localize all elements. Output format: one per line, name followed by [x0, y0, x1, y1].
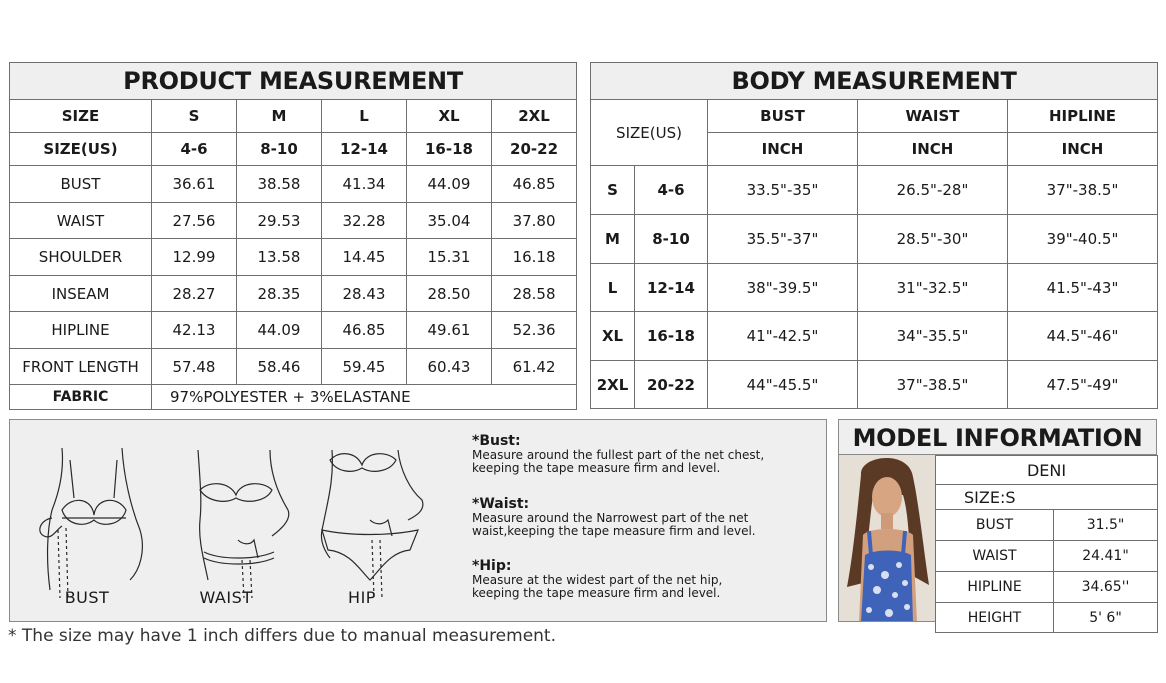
product-measurement-table: [9, 62, 577, 410]
us-size-cell: 12-14: [322, 133, 407, 166]
model-row-label: BUST: [936, 510, 1054, 541]
us-size-cell: 4-6: [152, 133, 237, 166]
instruction-line: keeping the tape measure firm and level.: [472, 461, 721, 475]
hip-instruction: [472, 558, 817, 600]
table-row: [10, 166, 577, 203]
model-info-table: [935, 455, 1158, 633]
table-cell: 29.53: [237, 203, 322, 239]
table-cell: 37.80: [492, 203, 577, 239]
row-label: HIPLINE: [10, 312, 152, 349]
table-row: [10, 349, 577, 385]
hip-caption: HIP: [348, 588, 376, 607]
model-row-label: HEIGHT: [936, 603, 1054, 633]
table-cell: 44.5"-46": [1008, 312, 1158, 361]
table-cell: 38.58: [237, 166, 322, 203]
measurement-note: * The size may have 1 inch differs due to manual measurement.: [8, 626, 557, 646]
table-cell: 47.5"-49": [1008, 361, 1158, 409]
body-us-size: 16-18: [635, 312, 708, 361]
table-cell: 31"-32.5": [858, 264, 1008, 312]
body-size: 2XL: [591, 361, 635, 409]
model-info-title: MODEL INFORMATION: [838, 419, 1157, 455]
body-us-size: 20-22: [635, 361, 708, 409]
table-cell: 26.5"-28": [858, 166, 1008, 215]
table-cell: 28.50: [407, 276, 492, 312]
table-cell: 44.09: [237, 312, 322, 349]
table-cell: 58.46: [237, 349, 322, 385]
row-label: FRONT LENGTH: [10, 349, 152, 385]
body-col-bust: BUST: [708, 100, 858, 133]
table-cell: 41"-42.5": [708, 312, 858, 361]
table-cell: 12.99: [152, 239, 237, 276]
table-cell: 28.27: [152, 276, 237, 312]
table-row: [10, 276, 577, 312]
table-row: [936, 603, 1158, 633]
us-size-cell: 8-10: [237, 133, 322, 166]
waist-instruction-title: *Waist:: [472, 496, 530, 512]
bust-caption: BUST: [64, 588, 110, 607]
table-cell: 32.28: [322, 203, 407, 239]
table-cell: 37"-38.5": [858, 361, 1008, 409]
bust-instruction: [472, 433, 817, 475]
table-cell: 34"-35.5": [858, 312, 1008, 361]
fabric-label: FABRIC: [10, 385, 152, 410]
table-row: [591, 166, 1158, 215]
table-cell: 36.61: [152, 166, 237, 203]
size-header: SIZE: [10, 100, 152, 133]
model-row-label: HIPLINE: [936, 572, 1054, 603]
body-col-waist: WAIST: [858, 100, 1008, 133]
body-size-header: SIZE(US): [591, 100, 708, 166]
table-row: [10, 312, 577, 349]
table-cell: 59.45: [322, 349, 407, 385]
model-row-value: 34.65'': [1054, 572, 1158, 603]
model-row-value: 31.5": [1054, 510, 1158, 541]
waist-figure-icon: [180, 440, 300, 600]
model-row-value: 24.41": [1054, 541, 1158, 572]
waist-caption: WAIST: [199, 588, 253, 607]
fabric-value: 97%POLYESTER + 3%ELASTANE: [152, 385, 577, 410]
body-size: M: [591, 215, 635, 264]
body-size: S: [591, 166, 635, 215]
table-cell: 41.34: [322, 166, 407, 203]
body-table-title: BODY MEASUREMENT: [591, 63, 1158, 100]
unit-label: INCH: [708, 133, 858, 166]
table-row: [591, 215, 1158, 264]
body-us-size: 8-10: [635, 215, 708, 264]
us-size-header: SIZE(US): [10, 133, 152, 166]
model-row-label: WAIST: [936, 541, 1054, 572]
table-cell: 28.5"-30": [858, 215, 1008, 264]
body-us-size: 4-6: [635, 166, 708, 215]
table-cell: 38"-39.5": [708, 264, 858, 312]
table-row: [591, 264, 1158, 312]
product-table-title: PRODUCT MEASUREMENT: [10, 63, 577, 100]
table-cell: 28.35: [237, 276, 322, 312]
table-cell: 39"-40.5": [1008, 215, 1158, 264]
instruction-line: Measure around the fullest part of the net chest,: [472, 448, 765, 462]
us-size-cell: 16-18: [407, 133, 492, 166]
table-cell: 16.18: [492, 239, 577, 276]
table-cell: 44"-45.5": [708, 361, 858, 409]
table-cell: 41.5"-43": [1008, 264, 1158, 312]
table-row: [591, 312, 1158, 361]
measurement-guide-panel: [9, 419, 827, 622]
size-col-xl: XL: [407, 100, 492, 133]
table-cell: 27.56: [152, 203, 237, 239]
row-label: WAIST: [10, 203, 152, 239]
table-row: [936, 510, 1158, 541]
table-cell: 28.58: [492, 276, 577, 312]
table-row: [936, 572, 1158, 603]
body-col-hipline: HIPLINE: [1008, 100, 1158, 133]
size-col-s: S: [152, 100, 237, 133]
instruction-line: Measure at the widest part of the net hip,: [472, 573, 723, 587]
row-label: BUST: [10, 166, 152, 203]
table-cell: 52.36: [492, 312, 577, 349]
us-size-cell: 20-22: [492, 133, 577, 166]
row-label: INSEAM: [10, 276, 152, 312]
model-size: SIZE:S: [936, 485, 1158, 510]
table-cell: 60.43: [407, 349, 492, 385]
bust-figure-icon: [22, 440, 157, 600]
size-col-l: L: [322, 100, 407, 133]
model-name: DENI: [936, 456, 1158, 485]
model-row-value: 5' 6": [1054, 603, 1158, 633]
body-us-size: 12-14: [635, 264, 708, 312]
table-cell: 61.42: [492, 349, 577, 385]
table-cell: 14.45: [322, 239, 407, 276]
table-cell: 15.31: [407, 239, 492, 276]
table-cell: 33.5"-35": [708, 166, 858, 215]
table-row: [10, 239, 577, 276]
body-size: L: [591, 264, 635, 312]
body-measurement-table: [590, 62, 1158, 409]
instruction-line: Measure around the Narrowest part of the net: [472, 511, 749, 525]
model-photo: [838, 455, 935, 622]
bust-instruction-title: *Bust:: [472, 433, 521, 449]
table-cell: 42.13: [152, 312, 237, 349]
hip-figure-icon: [310, 440, 430, 600]
size-col-m: M: [237, 100, 322, 133]
hip-instruction-title: *Hip:: [472, 558, 512, 574]
instruction-line: waist,keeping the tape measure firm and level.: [472, 524, 756, 538]
table-cell: 44.09: [407, 166, 492, 203]
table-row: [10, 203, 577, 239]
table-cell: 57.48: [152, 349, 237, 385]
unit-label: INCH: [1008, 133, 1158, 166]
table-row: [591, 361, 1158, 409]
unit-label: INCH: [858, 133, 1008, 166]
table-cell: 13.58: [237, 239, 322, 276]
body-size: XL: [591, 312, 635, 361]
table-cell: 46.85: [322, 312, 407, 349]
table-cell: 28.43: [322, 276, 407, 312]
waist-instruction: [472, 496, 817, 538]
table-row: [936, 541, 1158, 572]
table-cell: 37"-38.5": [1008, 166, 1158, 215]
table-cell: 35.5"-37": [708, 215, 858, 264]
row-label: SHOULDER: [10, 239, 152, 276]
table-cell: 49.61: [407, 312, 492, 349]
size-col-2xl: 2XL: [492, 100, 577, 133]
table-cell: 46.85: [492, 166, 577, 203]
table-cell: 35.04: [407, 203, 492, 239]
instruction-line: keeping the tape measure firm and level.: [472, 586, 721, 600]
